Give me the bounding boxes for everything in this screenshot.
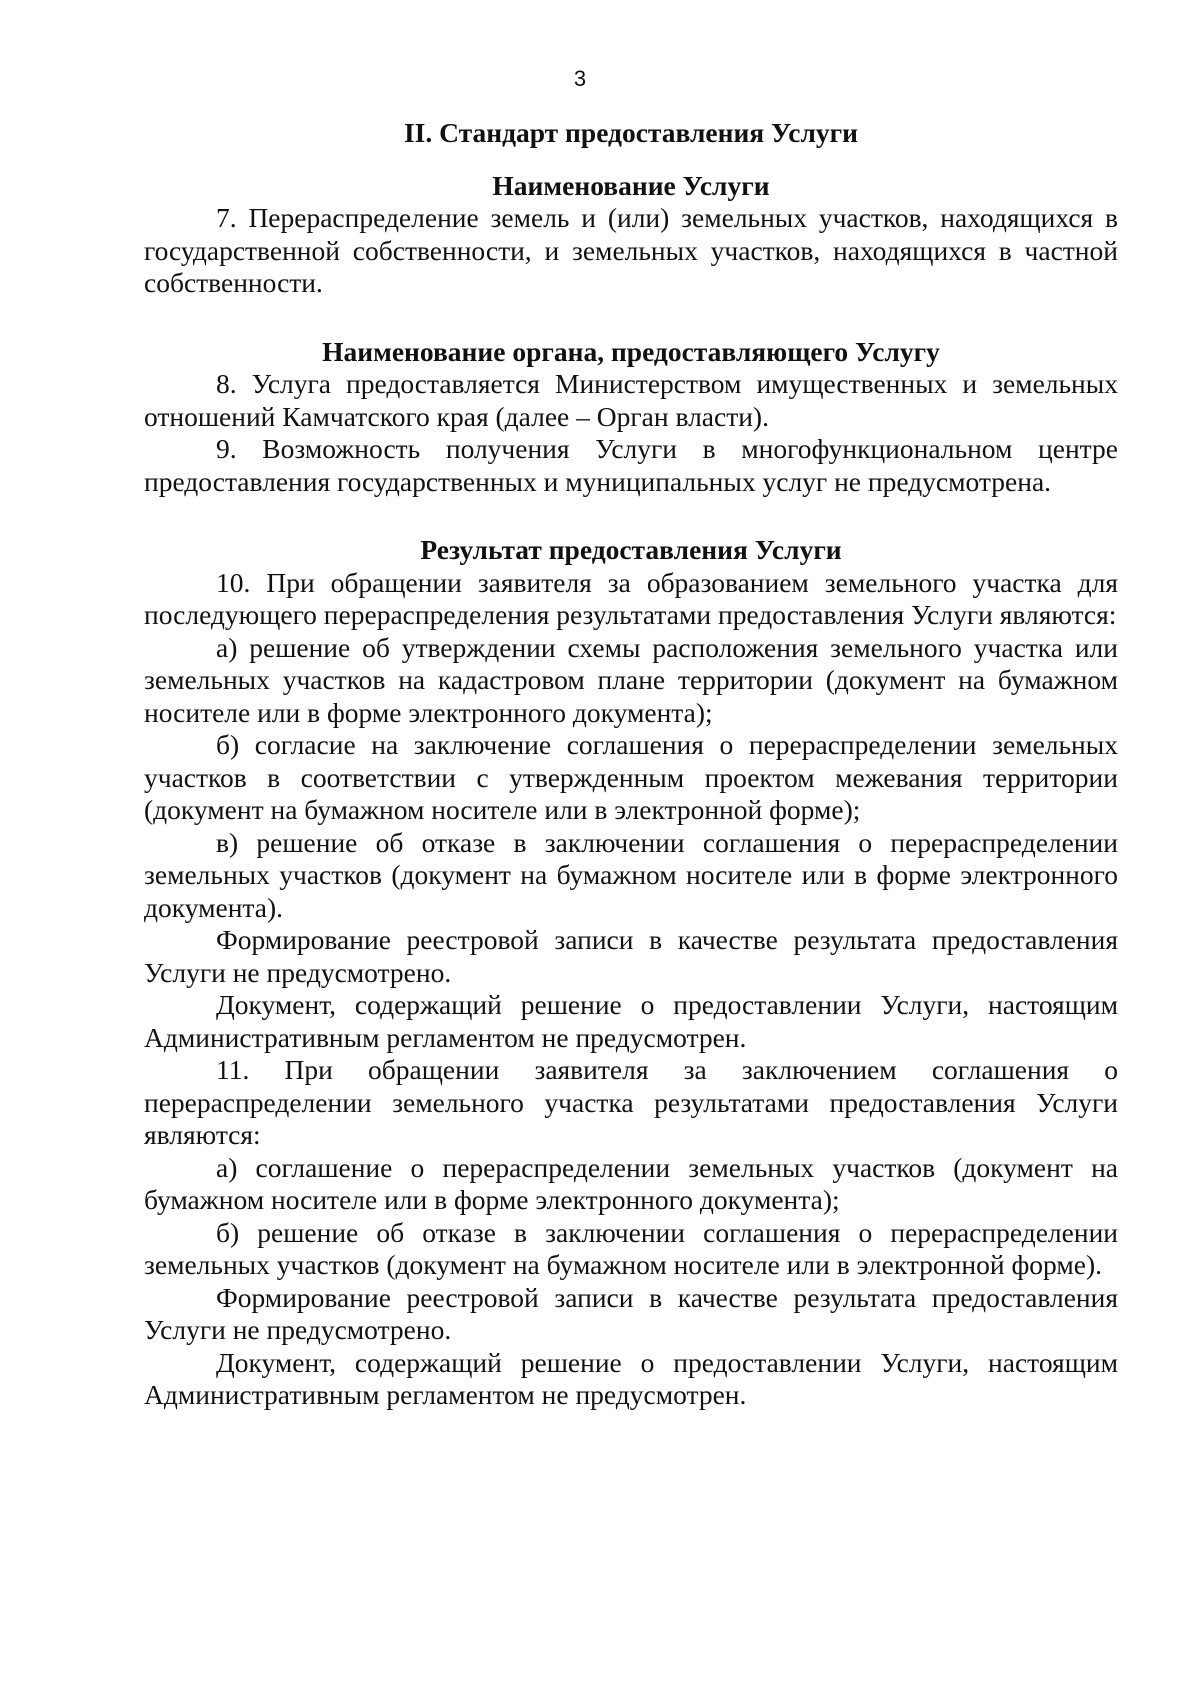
paragraph-11: 11. При обращении заявителя за заключением соглашения о перераспределении земельного участка результатами предоставления Услуги являются: bbox=[144, 1054, 1118, 1150]
paragraph-9: 9. Возможность получения Услуги в многофункциональном центре предоставления государственных и муниципальных услуг не предусмотрена. bbox=[144, 433, 1118, 497]
section-title: II. Стандарт предоставления Услуги bbox=[403, 117, 858, 148]
heading-service-name: Наименование Услуги bbox=[492, 169, 770, 201]
paragraph-10: 10. При обращении заявителя за образованием земельного участка для последующего перераспределения результатами предоставления Услуги являются: bbox=[144, 566, 1118, 630]
document-body bbox=[144, 117, 1118, 1412]
paragraph-11-document-note: Документ, содержащий решение о предоставлении Услуги, настоящим Административным регламентом не предусмотрен. bbox=[144, 1346, 1118, 1410]
paragraph-11-b: б) решение об отказе в заключении соглашения о перераспределении земельных участков (документ на бумажном носителе или в электронной форме). bbox=[144, 1216, 1118, 1280]
paragraph-11-registry-note: Формирование реестровой записи в качестве результата предоставления Услуги не предусмотрено. bbox=[144, 1281, 1118, 1345]
paragraph-10-a: а) решение об утверждении схемы расположения земельного участка или земельных участков на кадастровом плане территории (документ на бумажном носителе или в форме электронного документа); bbox=[144, 631, 1118, 728]
paragraph-8: 8. Услуга предоставляется Министерством имущественных и земельных отношений Камчатского края (далее – Орган власти). bbox=[144, 368, 1118, 432]
paragraph-10-registry-note: Формирование реестровой записи в качестве результата предоставления Услуги не предусмотрено. bbox=[144, 924, 1118, 988]
paragraph-10-v: в) решение об отказе в заключении соглашения о перераспределении земельных участков (документ на бумажном носителе или в форме электронного документа). bbox=[144, 826, 1118, 923]
heading-result: Результат предоставления Услуги bbox=[420, 534, 842, 565]
paragraph-10-document-note: Документ, содержащий решение о предоставлении Услуги, настоящим Административным регламентом не предусмотрен. bbox=[144, 989, 1118, 1053]
paragraph-7: 7. Перераспределение земель и (или) земельных участков, находящихся в государственной собственности, и земельных участков, находящихся в частной собственности. bbox=[144, 202, 1118, 298]
page-number: 3 bbox=[573, 66, 587, 91]
paragraph-11-a: а) соглашение о перераспределении земельных участков (документ на бумажном носителе или в форме электронного документа); bbox=[144, 1151, 1118, 1215]
heading-authority: Наименование органа, предоставляющего Услугу bbox=[322, 335, 940, 367]
paragraph-10-b: б) согласие на заключение соглашения о перераспределении земельных участков в соответствии с утвержденным проектом межевания территории (документ на бумажном носителе или в электронной форме); bbox=[144, 729, 1118, 825]
